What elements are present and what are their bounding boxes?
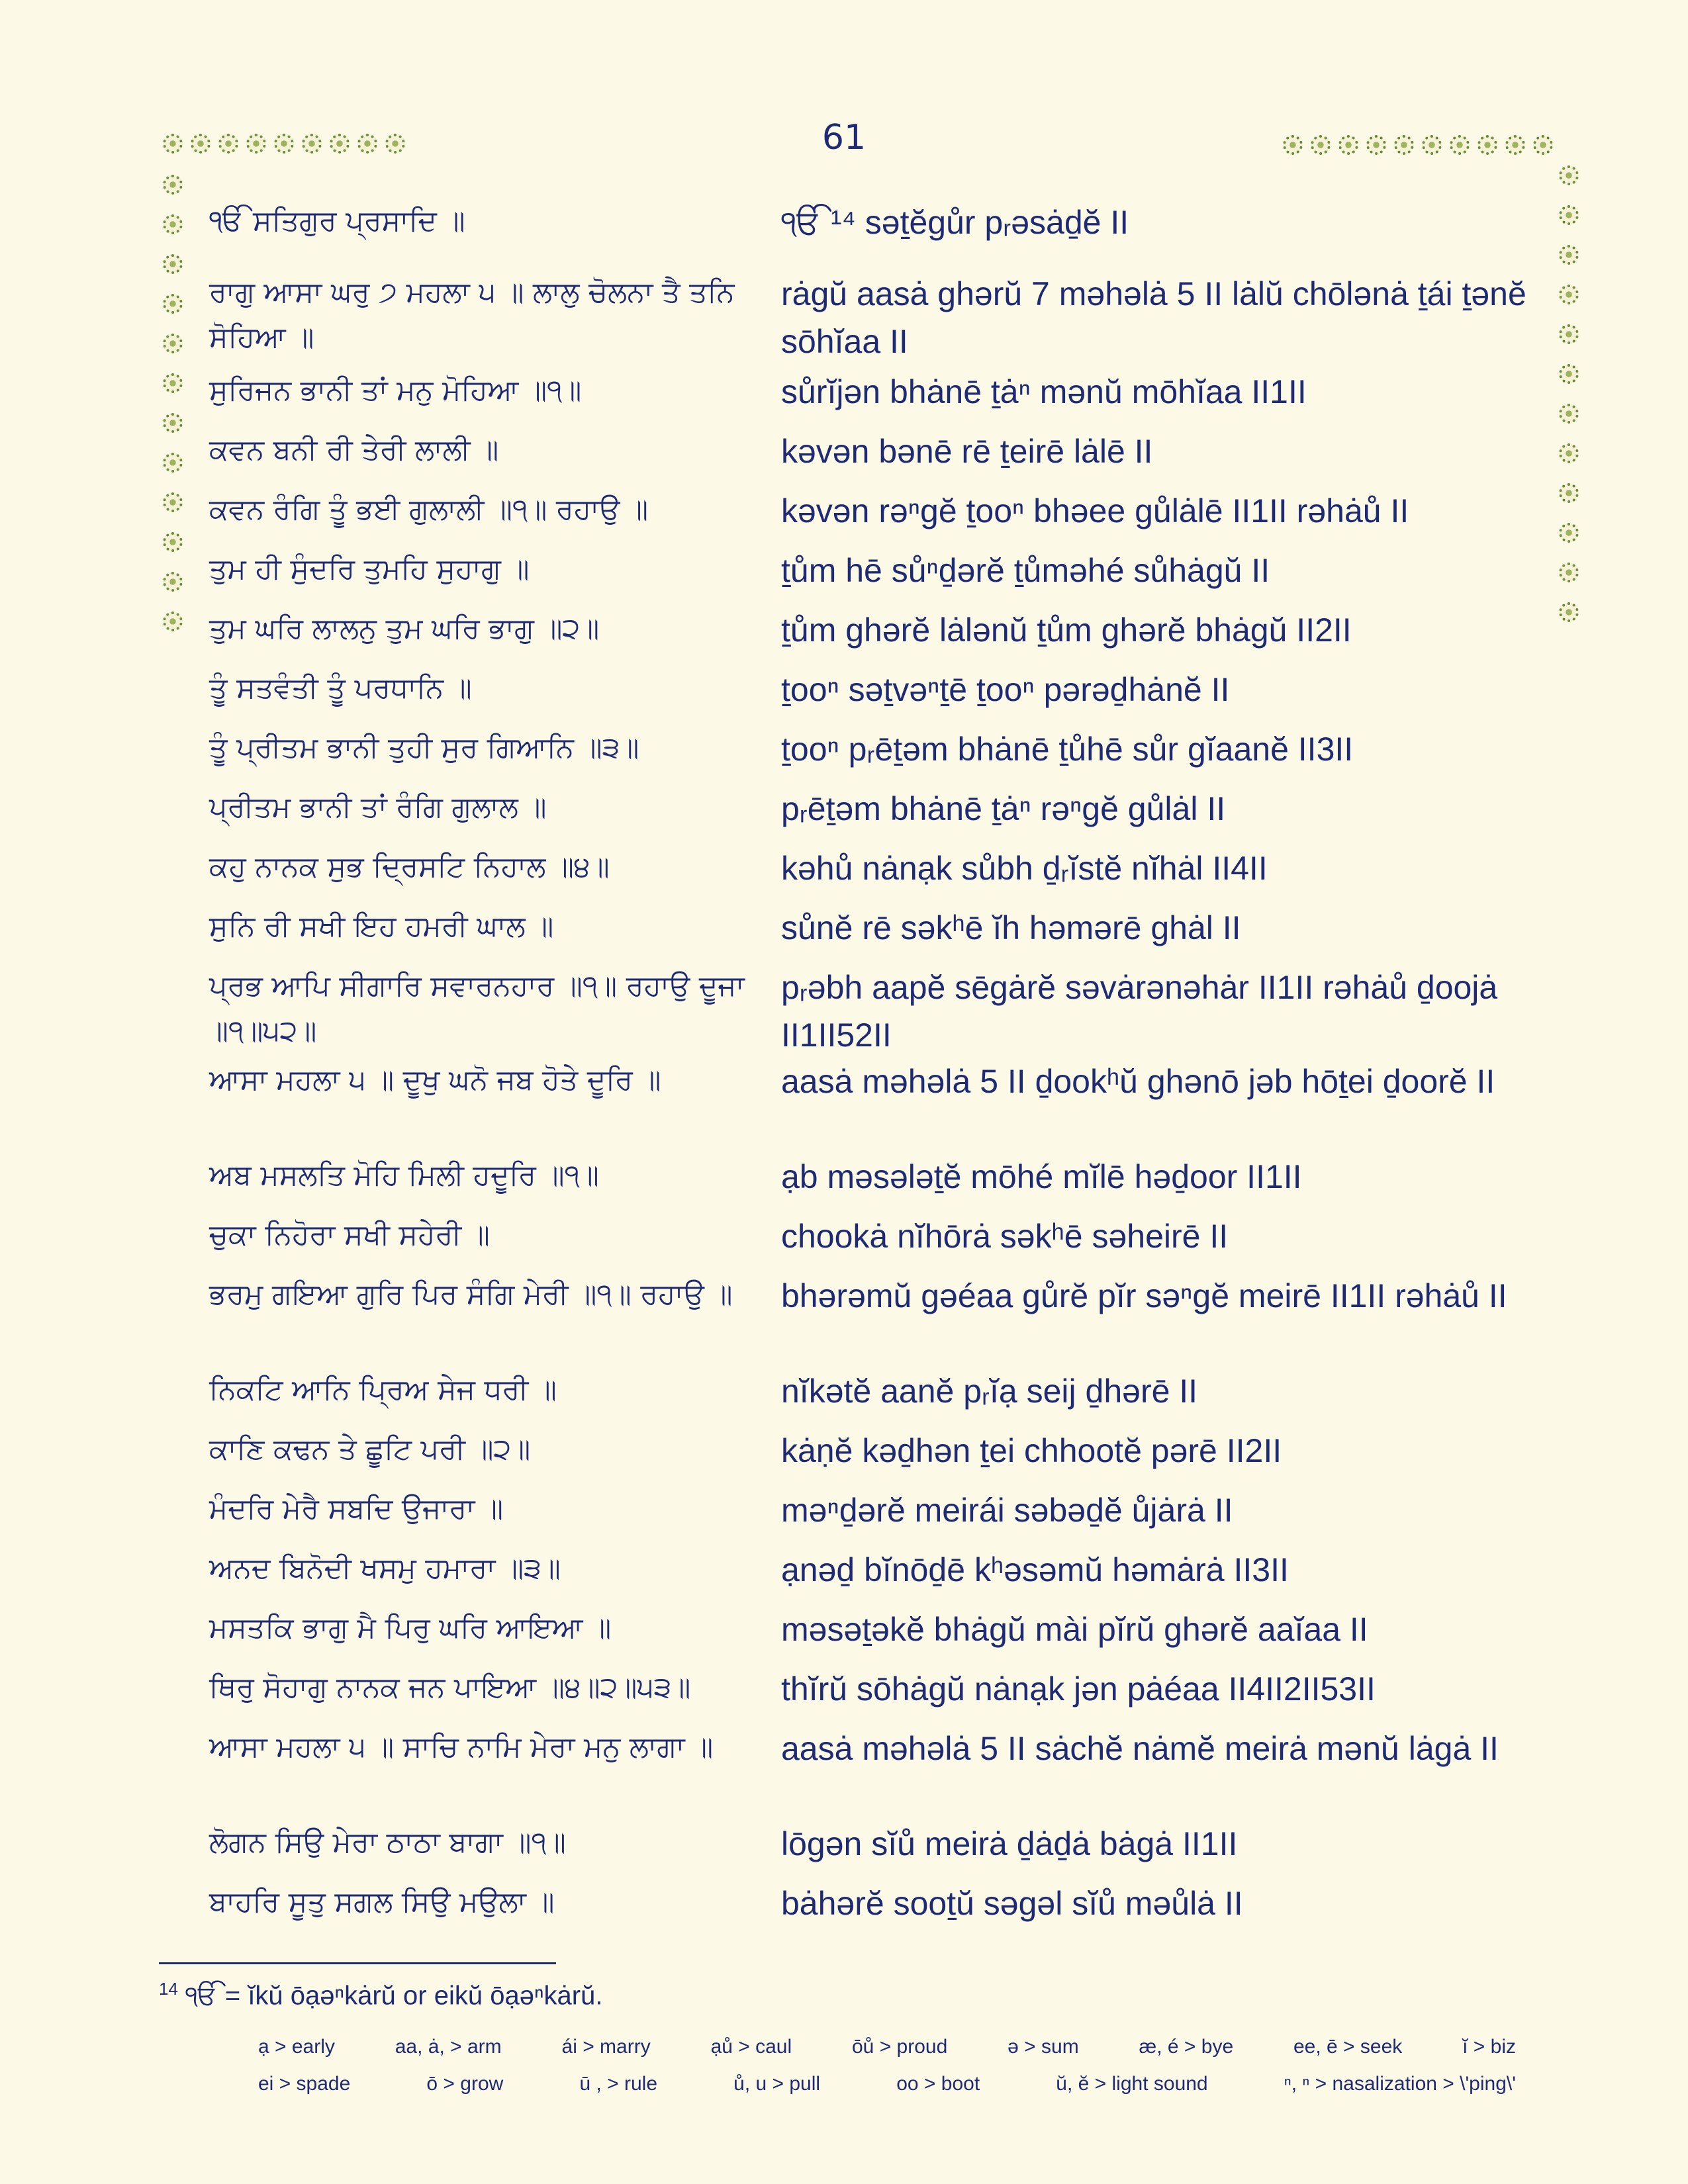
flower-ornament-icon — [163, 453, 183, 473]
flower-ornament-icon — [163, 134, 183, 154]
pronunciation-key-item: ə > sum — [1008, 2036, 1079, 2058]
flower-ornament-icon — [163, 413, 183, 433]
flower-ornament-icon — [163, 294, 183, 314]
transliteration-text: kȧṇĕ kəḏhən ṯei chhootĕ pərē II2II — [781, 1432, 1282, 1469]
flower-ornament-icon — [1559, 563, 1579, 582]
flower-ornament-icon — [163, 532, 183, 552]
pronunciation-key-item: ạů > caul — [710, 2036, 792, 2058]
gurmukhi-text: ਨਿਕਟਿ ਆਨਿ ਪ੍ਰਿਅ ਸੇਜ ਧਰੀ ॥ — [209, 1373, 557, 1406]
flower-ornament-icon — [1559, 205, 1579, 225]
pronunciation-key-item: æ, é > bye — [1139, 2036, 1234, 2058]
flower-ornament-icon — [302, 134, 322, 154]
gurmukhi-text: ਪ੍ਰੀਤਮ ਭਾਨੀ ਤਾਂ ਰੰਗਿ ਗੁਲਾਲ ॥ — [209, 791, 547, 824]
flower-border-top-left — [163, 134, 405, 154]
flower-ornament-icon — [357, 134, 377, 154]
transliteration-text: bhərəmŭ gəéaa gůrĕ pĭr səⁿgĕ meirē II1II rəhȧů II — [781, 1277, 1507, 1314]
gurmukhi-text: ਲੋਗਨ ਸਿਉ ਮੇਰਾ ਠਾਠਾ ਬਾਗਾ ॥੧॥ — [209, 1826, 566, 1859]
pronunciation-key-item: ĭ > biz — [1462, 2036, 1516, 2058]
flower-ornament-icon — [1559, 523, 1579, 543]
flower-ornament-icon — [163, 254, 183, 274]
flower-ornament-icon — [163, 373, 183, 393]
transliteration-text: bȧhərĕ sooṯŭ səgəl sĭů məůlȧ II — [781, 1885, 1243, 1922]
flower-ornament-icon — [1559, 483, 1579, 503]
transliteration-text: aasȧ məhəlȧ 5 II ḏookʰŭ ghənō jəb hōṯei ḏoorĕ II — [781, 1063, 1495, 1100]
transliteration-text: ạb məsələṯĕ mōhé mĭlē həḏoor II1II — [781, 1158, 1302, 1195]
pronunciation-key-item: ū , > rule — [579, 2073, 658, 2095]
transliteration-text: ੴ ¹⁴ səṯĕgůr pᵣəsȧḏĕ II — [781, 204, 1129, 241]
flower-ornament-icon — [163, 175, 183, 195]
footnote-text: ੴ = ĭkŭ ōạəⁿkȧrŭ or eikŭ ōạəⁿkȧrŭ. — [185, 1981, 603, 2011]
flower-ornament-icon — [1366, 135, 1386, 155]
gurmukhi-text: ੴ ਸਤਿਗੁਰ ਪ੍ਰਸਾਦਿ ॥ — [209, 205, 465, 238]
gurmukhi-text: ਰਾਗੁ ਆਸਾ ਘਰੁ ੭ ਮਹਲਾ ੫ ॥ ਲਾਲੁ ਚੋਲਨਾ ਤੈ ਤਨਿ ਸੋਹਿਆ ॥ — [209, 276, 735, 354]
flower-border-left — [163, 175, 183, 631]
transliteration-text: sůrĭjən bhȧnē ṯȧⁿ mənŭ mōhĭaa II1II — [781, 373, 1307, 410]
transliteration-text: aasȧ məhəlȧ 5 II sȧchĕ nȧmĕ meirȧ mənŭ lȧgȧ II — [781, 1730, 1499, 1767]
pronunciation-key-item: oo > boot — [896, 2073, 980, 2095]
transliteration-text: ṯům hē sůⁿḏərĕ ṯůməhé sůhȧgŭ II — [781, 552, 1270, 589]
transliteration-text: nĭkətĕ aanĕ pᵣĭạ seij ḏhərē II — [781, 1373, 1198, 1410]
flower-ornament-icon — [1559, 285, 1579, 304]
flower-ornament-icon — [1559, 324, 1579, 344]
flower-ornament-icon — [330, 134, 350, 154]
flower-ornament-icon — [1394, 135, 1414, 155]
flower-ornament-icon — [385, 134, 405, 154]
gurmukhi-text: ਕਾਣਿ ਕਢਨ ਤੇ ਛੂਟਿ ਪਰੀ ॥੨॥ — [209, 1433, 531, 1466]
footnote-rule — [159, 1962, 556, 1964]
transliteration-text: ṯooⁿ pᵣēṯəm bhȧnē ṯůhē sůr gĭaanĕ II3II — [781, 731, 1354, 768]
transliteration-text: chookȧ nĭhōrȧ səkʰē səheirē II — [781, 1218, 1229, 1255]
gurmukhi-text: ਤੂੰ ਸਤਵੰਤੀ ਤੂੰ ਪਰਧਾਨਿ ॥ — [209, 672, 472, 705]
flower-ornament-icon — [163, 572, 183, 592]
flower-ornament-icon — [1422, 135, 1442, 155]
flower-ornament-icon — [1450, 135, 1470, 155]
flower-ornament-icon — [274, 134, 294, 154]
flower-ornament-icon — [163, 612, 183, 631]
flower-ornament-icon — [1559, 165, 1579, 185]
pronunciation-key-row-2 — [258, 2073, 1516, 2095]
flower-ornament-icon — [1311, 135, 1331, 155]
page-number: 61 — [821, 118, 867, 158]
gurmukhi-text: ਤੂੰ ਪ੍ਰੀਤਮ ਭਾਨੀ ਤੁਹੀ ਸੁਰ ਗਿਆਨਿ ॥੩॥ — [209, 731, 639, 764]
gurmukhi-text: ਤੁਮ ਹੀ ਸੁੰਦਰਿ ਤੁਮਹਿ ਸੁਹਾਗੁ ॥ — [209, 553, 530, 586]
transliteration-text: lōgən sĭů meirȧ ḏȧḏȧ bȧgȧ II1II — [781, 1825, 1238, 1862]
flower-ornament-icon — [1559, 443, 1579, 463]
flower-ornament-icon — [1559, 364, 1579, 384]
flower-border-top-right — [1283, 135, 1553, 155]
flower-border-right — [1559, 165, 1579, 622]
gurmukhi-text: ਭਰਮੁ ਗਇਆ ਗੁਰਿ ਪਿਰ ਸੰਗਿ ਮੇਰੀ ॥੧॥ ਰਹਾਉ ॥ — [209, 1278, 733, 1311]
gurmukhi-text: ਕਵਨ ਰੰਗਿ ਤੂੰ ਭਈ ਗੁਲਾਲੀ ॥੧॥ ਰਹਾਉ ॥ — [209, 493, 649, 526]
pronunciation-key-item: ái > marry — [561, 2036, 651, 2058]
transliteration-text: kəhů nȧnạk sůbh ḏᵣĭstĕ nĭhȧl II4II — [781, 850, 1268, 887]
flower-ornament-icon — [163, 214, 183, 234]
transliteration-text: ṯům ghərĕ lȧlənŭ ṯům ghərĕ bhȧgŭ II2II — [781, 612, 1352, 649]
gurmukhi-text: ਤੁਮ ਘਰਿ ਲਾਲਨੁ ਤੁਮ ਘਰਿ ਭਾਗੁ ॥੨॥ — [209, 612, 600, 645]
gurmukhi-text: ਮੰਦਰਿ ਮੇਰੈ ਸਬਦਿ ਉਜਾਰਾ ॥ — [209, 1492, 504, 1525]
footnote-mark: 14 — [159, 1979, 178, 1999]
flower-ornament-icon — [163, 492, 183, 512]
gurmukhi-text: ਅਬ ਮਸਲਤਿ ਮੋਹਿ ਮਿਲੀ ਹਦੂਰਿ ॥੧॥ — [209, 1159, 599, 1192]
pronunciation-key-row-1 — [258, 2036, 1516, 2058]
flower-ornament-icon — [1559, 245, 1579, 265]
transliteration-text: kəvən bənē rē ṯeirē lȧlē II — [781, 433, 1153, 470]
gurmukhi-text: ਕਵਨ ਬਨੀ ਰੀ ਤੇਰੀ ਲਾਲੀ ॥ — [209, 433, 499, 467]
transliteration-text: məsəṯəkĕ bhȧgŭ mài pĭrŭ ghərĕ aaĭaa II — [781, 1611, 1368, 1648]
gurmukhi-text: ਚੁਕਾ ਨਿਹੋਰਾ ਸਖੀ ਸਹੇਰੀ ॥ — [209, 1218, 490, 1251]
transliteration-text: ạnəḏ bĭnōḏē kʰəsəmŭ həmȧrȧ II3II — [781, 1551, 1289, 1588]
gurmukhi-text: ਸੁਨਿ ਰੀ ਸਖੀ ਇਹ ਹਮਰੀ ਘਾਲ ॥ — [209, 910, 554, 943]
gurmukhi-text: ਆਸਾ ਮਹਲਾ ੫ ॥ ਦੂਖੁ ਘਨੋ ਜਬ ਹੋਤੇ ਦੂਰਿ ॥ — [209, 1064, 661, 1097]
transliteration-text: məⁿḏərĕ meirái səbəḏĕ ůjȧrȧ II — [781, 1492, 1233, 1529]
flower-ornament-icon — [1505, 135, 1525, 155]
flower-ornament-icon — [163, 334, 183, 353]
gurmukhi-text: ਸੁਰਿਜਨ ਭਾਨੀ ਤਾਂ ਮਨੁ ਮੋਹਿਆ ॥੧॥ — [209, 374, 582, 407]
pronunciation-key-item: ⁿ, ⁿ > nasalization > \'ping\' — [1284, 2073, 1516, 2095]
gurmukhi-text: ਆਸਾ ਮਹਲਾ ੫ ॥ ਸਾਚਿ ਨਾਮਿ ਮੇਰਾ ਮਨੁ ਲਾਗਾ ॥ — [209, 1731, 714, 1764]
pronunciation-key-item: ee, ē > seek — [1293, 2036, 1403, 2058]
transliteration-text: kəvən rəⁿgĕ ṯooⁿ bhəee gůlȧlē II1II rəhȧů II — [781, 492, 1409, 529]
gurmukhi-text: ਮਸਤਕਿ ਭਾਗੁ ਮੈ ਪਿਰੁ ਘਰਿ ਆਇਆ ॥ — [209, 1612, 612, 1645]
pronunciation-key-item: ů, u > pull — [733, 2073, 821, 2095]
flower-ornament-icon — [1533, 135, 1553, 155]
pronunciation-key-item: ō > grow — [426, 2073, 504, 2095]
flower-ornament-icon — [1283, 135, 1303, 155]
transliteration-text: pᵣəbh aapĕ sēgȧrĕ səvȧrənəhȧr II1II rəhȧů ḏoojȧ II1II52II — [781, 969, 1498, 1054]
pronunciation-key-item: ōů > proud — [852, 2036, 948, 2058]
transliteration-text: sůnĕ rē səkʰē ĭh həmərē ghȧl II — [781, 909, 1241, 946]
transliteration-text: rȧgŭ aasȧ ghərŭ 7 məhəlȧ 5 II lȧlŭ chōlənȧ ṯái ṯənĕ sōhĭaa II — [781, 275, 1526, 360]
transliteration-text: thĭrŭ sōhȧgŭ nȧnạk jən pȧéaa II4II2II53II — [781, 1670, 1376, 1707]
transliteration-text: ṯooⁿ səṯvəⁿṯē ṯooⁿ pərəḏhȧnĕ II — [781, 671, 1230, 708]
pronunciation-key-item: ŭ, ĕ > light sound — [1056, 2073, 1208, 2095]
gurmukhi-text: ਪ੍ਰਭ ਆਪਿ ਸੀਗਾਰਿ ਸਵਾਰਨਹਾਰ ॥੧॥ ਰਹਾਉ ਦੂਜਾ ॥੧॥੫੨॥ — [209, 970, 745, 1048]
footnote — [159, 1979, 602, 2011]
flower-ornament-icon — [1477, 135, 1497, 155]
flower-ornament-icon — [1559, 404, 1579, 424]
transliteration-text: pᵣēṯəm bhȧnē ṯȧⁿ rəⁿgĕ gůlȧl II — [781, 790, 1226, 827]
flower-ornament-icon — [191, 134, 211, 154]
gurmukhi-text: ਥਿਰੁ ਸੋਹਾਗੁ ਨਾਨਕ ਜਨ ਪਾਇਆ ॥੪॥੨॥੫੩॥ — [209, 1671, 691, 1704]
flower-ornament-icon — [246, 134, 266, 154]
flower-ornament-icon — [1559, 602, 1579, 622]
flower-ornament-icon — [218, 134, 238, 154]
gurmukhi-text: ਅਨਦ ਬਿਨੋਦੀ ਖਸਮੁ ਹਮਾਰਾ ॥੩॥ — [209, 1552, 561, 1585]
gurmukhi-text: ਕਹੁ ਨਾਨਕ ਸੁਭ ਦ੍ਰਿਸਟਿ ਨਿਹਾਲ ॥੪॥ — [209, 850, 610, 884]
pronunciation-key-item: ei > spade — [258, 2073, 351, 2095]
pronunciation-key-item: ạ > early — [258, 2036, 335, 2058]
pronunciation-key-item: aa, ȧ, > arm — [395, 2036, 502, 2058]
gurmukhi-text: ਬਾਹਰਿ ਸੂਤੁ ਸਗਲ ਸਿਉ ਮਉਲਾ ॥ — [209, 1886, 555, 1919]
flower-ornament-icon — [1338, 135, 1358, 155]
